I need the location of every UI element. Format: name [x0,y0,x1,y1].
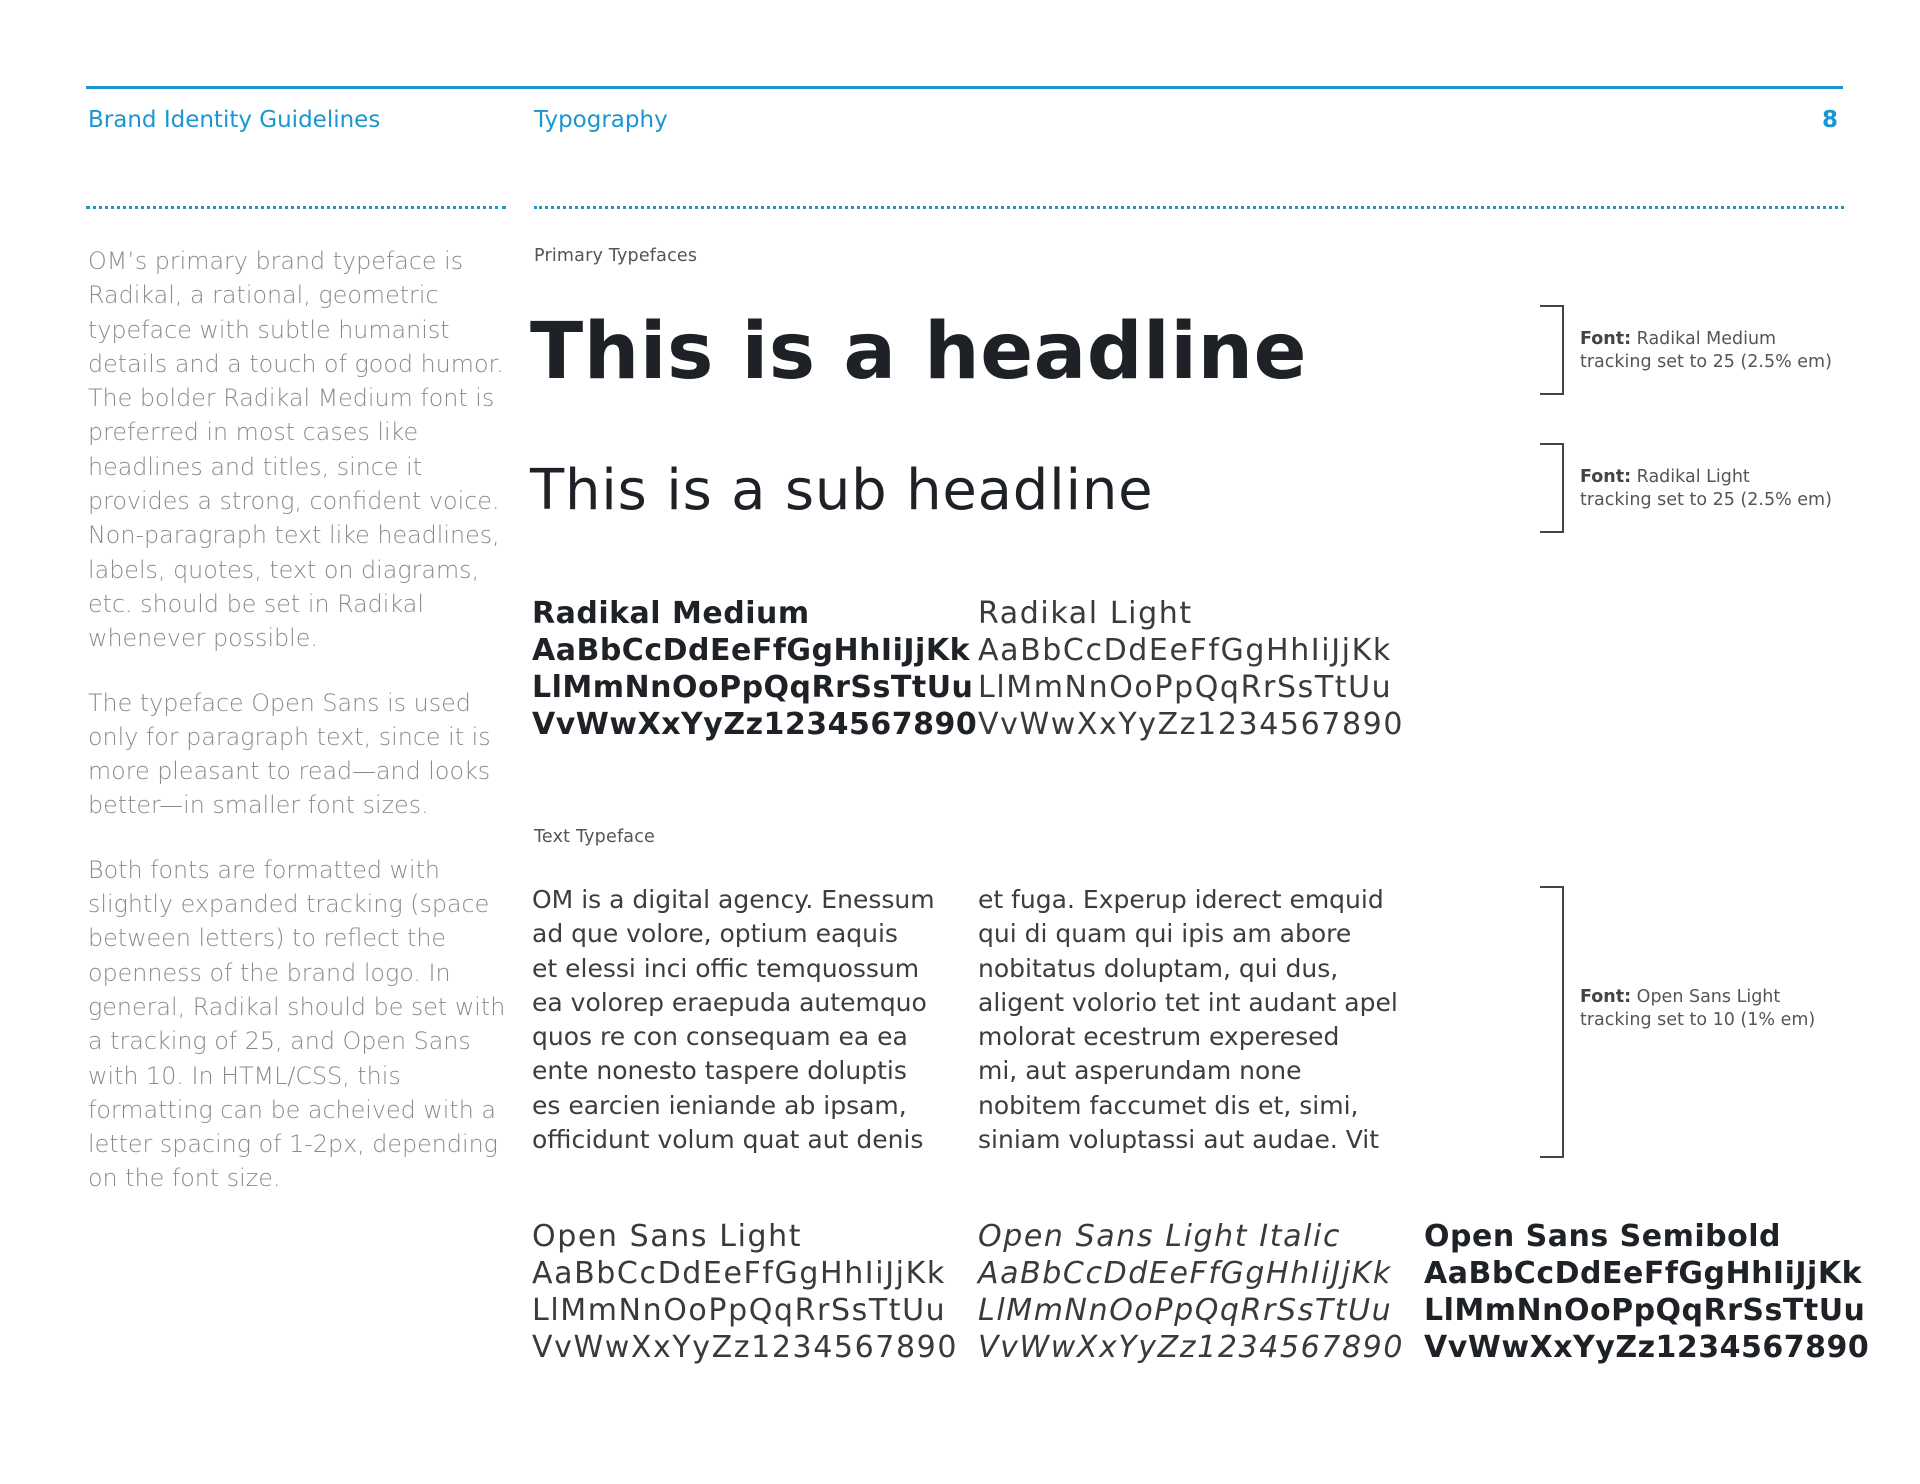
note-tracking: tracking set to 25 (2.5% em) [1580,490,1832,510]
specimen-line: LlMmNnOoPpQqRrSsTtUu [532,1293,947,1328]
section-title: Typography [534,107,668,133]
paragraph-line: OM is a digital agency. Enessum [532,885,935,914]
specimen-name: Open Sans Light [532,1219,803,1254]
open-sans-light-italic-specimen [978,1218,1404,1366]
paragraph-line: ad que volore, optium eaquis [532,919,898,949]
text-typeface-bracket [1540,886,1564,1158]
specimen-line: VvWwXxYyZz1234567890 [1424,1330,1870,1365]
paragraph-line: mi, aut asperundam none [978,1056,1302,1086]
paragraph-line: molorat ecestrum experesed [978,1022,1340,1052]
radikal-medium-specimen [532,595,977,743]
headline-bracket [1540,305,1564,395]
note-key: Font: [1580,987,1632,1007]
paragraph-line: nobitem faccumet dis et, simi, [978,1090,1359,1120]
intro-paragraph: The typeface Open Sans is used only for paragraph text, since it is more pleasant to read—and looks better—in smaller font sizes. [88,688,491,820]
specimen-line: AaBbCcDdEeFfGgHhIiJjKk [532,633,971,668]
specimen-line: LlMmNnOoPpQqRrSsTtUu [532,670,974,705]
intro-text [88,244,518,1226]
note-tracking: tracking set to 25 (2.5% em) [1580,352,1832,372]
specimen-line: LlMmNnOoPpQqRrSsTtUu [978,670,1393,705]
paragraph-line: quos re con consequam ea ea [532,1022,908,1052]
note-key: Font: [1580,329,1632,349]
subheadline-bracket [1540,443,1564,533]
note-tracking: tracking set to 10 (1% em) [1580,1010,1816,1030]
paragraph-line: ea volorep eraepuda autemquo [532,987,927,1017]
paragraph-line: et elessi inci offic temquossum [532,953,920,983]
specimen-line: VvWwXxYyZz1234567890 [532,707,978,742]
paragraph-line: es earcien ieniande ab ipsam, [532,1090,907,1120]
specimen-name: Open Sans Semibold [1424,1219,1781,1254]
sample-paragraph-col1 [532,883,935,1157]
radikal-light-specimen [978,595,1404,743]
content-divider [534,206,1844,209]
text-typeface-label: Text Typeface [534,827,656,847]
note-value: Radikal Medium [1636,329,1777,349]
specimen-line: VvWwXxYyZz1234567890 [978,1330,1405,1365]
primary-typefaces-label: Primary Typefaces [534,246,698,266]
page-number: 8 [1822,107,1839,133]
specimen-name: Radikal Medium [532,596,810,631]
paragraph-line: et fuga. Experup iderect emquid [978,885,1384,914]
text-font-note [1580,986,1815,1032]
paragraph-line: nobitatus doluptam, qui dus, [978,953,1339,983]
doc-title: Brand Identity Guidelines [88,107,381,133]
header-rule [86,86,1843,89]
subheadline-font-note [1580,466,1832,512]
specimen-line: AaBbCcDdEeFfGgHhIiJjKk [978,633,1392,668]
paragraph-line: siniam voluptassi aut audae. Vit [978,1125,1380,1155]
specimen-line: AaBbCcDdEeFfGgHhIiJjKk [1424,1256,1863,1291]
specimen-line: AaBbCcDdEeFfGgHhIiJjKk [978,1256,1392,1291]
intro-paragraph: OM’s primary brand typeface is Radikal, a rational, geometric typeface with subtle humanist details and a touch of good humor. The bolder Radikal Medium font is preferred in most cases like headlines and titles, since it provides a strong, confident voice. Non-paragraph text like headlines, labels, quotes, text on diagrams, etc. should be set in Radikal whenever possible. [88,247,504,653]
specimen-line: VvWwXxYyZz1234567890 [532,1330,959,1365]
note-value: Open Sans Light [1636,987,1781,1007]
specimen-line: VvWwXxYyZz1234567890 [978,707,1405,742]
open-sans-semibold-specimen [1424,1218,1869,1366]
paragraph-line: officidunt volum quat aut denis [532,1125,924,1155]
specimen-line: AaBbCcDdEeFfGgHhIiJjKk [532,1256,946,1291]
paragraph-line: qui di quam qui ipis am abore [978,919,1352,949]
specimen-line: LlMmNnOoPpQqRrSsTtUu [978,1293,1393,1328]
intro-divider [86,206,506,209]
sample-paragraph-col2 [978,883,1398,1157]
headline-sample: This is a headline [530,307,1307,397]
intro-paragraph: Both fonts are formatted with slightly expanded tracking (space between letters) to reflect the openness of the brand logo. In general, Radikal should be set with a tracking of 25, and Open Sans with 10. In HTML/CSS, this formatting can be acheived with a letter spacing of 1-2px, depending on the font size. [88,855,506,1193]
subheadline-sample: This is a sub headline [530,458,1154,523]
paragraph-line: aligent volorio tet int audant apel [978,987,1398,1017]
headline-font-note [1580,328,1832,374]
specimen-name: Open Sans Light Italic [978,1219,1342,1254]
paragraph-line: ente nonesto taspere doluptis [532,1056,907,1086]
note-value: Radikal Light [1636,467,1750,487]
specimen-line: LlMmNnOoPpQqRrSsTtUu [1424,1293,1866,1328]
note-key: Font: [1580,467,1632,487]
specimen-name: Radikal Light [978,596,1193,631]
open-sans-light-specimen [532,1218,958,1366]
